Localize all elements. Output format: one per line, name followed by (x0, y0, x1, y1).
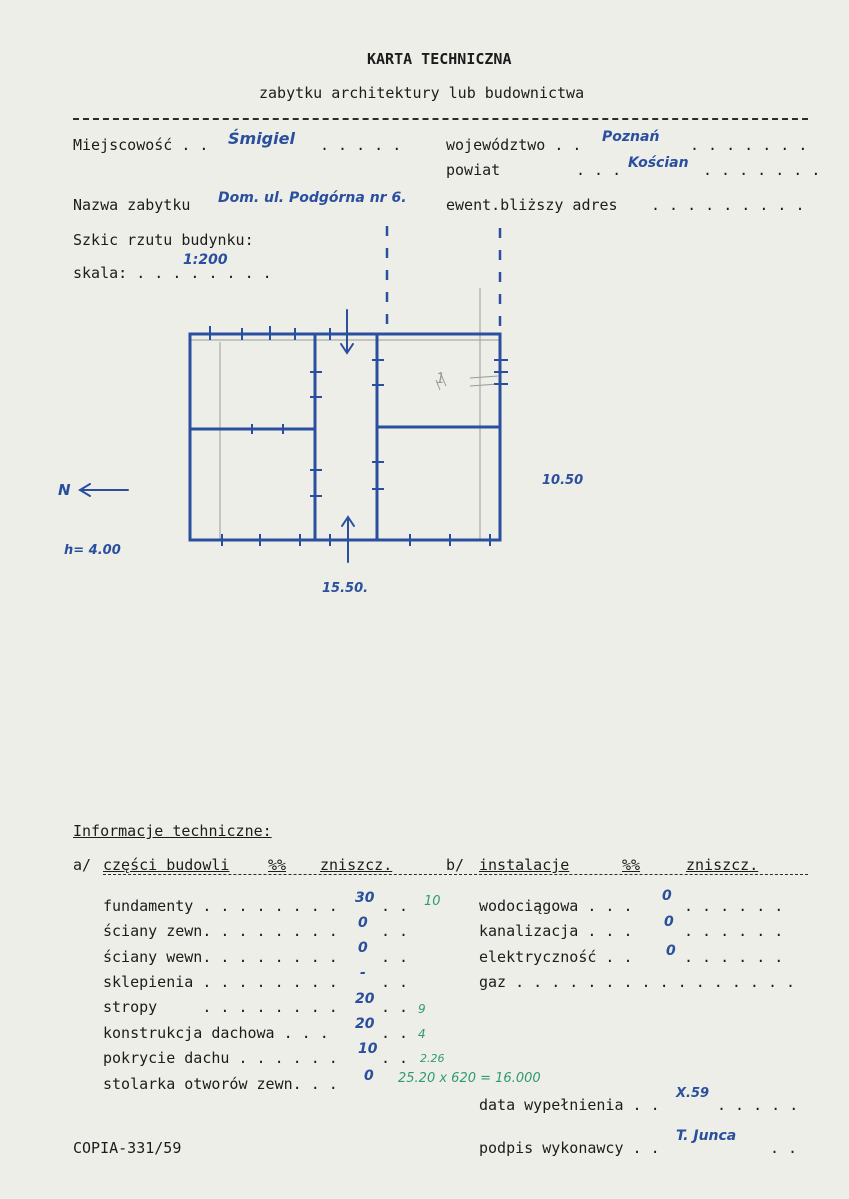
part-b-row-trail: . . . . . . (684, 897, 784, 915)
width-dimension: 10.50 (542, 473, 584, 488)
part-a-row-value: 20 (355, 1016, 375, 1032)
part-b-row-label: kanalizacja . . . (479, 922, 633, 940)
part-b-row-label: wodociągowa . . . (479, 897, 633, 915)
wall-ticks (210, 326, 508, 546)
info-heading: Informacje techniczne: (73, 822, 272, 840)
nazwa-value: Dom. ul. Podgórna nr 6. (218, 190, 407, 206)
building-walls (190, 334, 500, 540)
part-b-row-label: elektryczność . . (479, 948, 633, 966)
part-a-row-note: 10 (424, 894, 441, 909)
part-a-row-value: - (360, 965, 366, 981)
part-b-row-label: gaz . . . . . . . . . . . . . . . . (479, 973, 796, 991)
wojewodztwo-label: województwo . . (446, 136, 582, 154)
date-label: data wypełnienia . . (479, 1096, 660, 1114)
part-a-row-trail: . . (381, 973, 409, 991)
part-a-row-label: stolarka otworów zewn. . . (103, 1075, 338, 1093)
part-b-row-value: 0 (662, 888, 672, 904)
part-a-prefix: a/ (73, 856, 92, 874)
part-a-row-note: 4 (418, 1027, 426, 1041)
part-b-col-pct: %% (622, 856, 641, 874)
part-a-row-trail: . . (381, 922, 409, 940)
miejscowosc-label: Miejscowość . . (73, 136, 209, 154)
part-a-row-label: konstrukcja dachowa . . . (103, 1024, 329, 1042)
part-b-row-value: 0 (666, 943, 676, 959)
wojewodztwo-value: Poznań (602, 129, 660, 145)
pencil-guides (190, 288, 500, 540)
powiat-trailing-dots: . . . . . . . (703, 161, 821, 179)
copy-code: COPIA-331/59 (73, 1139, 182, 1157)
miejscowosc-dots: . . . . . (320, 136, 402, 154)
signature-label: podpis wykonawcy . . (479, 1139, 660, 1157)
part-a-row-value: 30 (355, 890, 375, 906)
part-a-row-label: pokrycie dachu . . . . . . (103, 1049, 338, 1067)
part-a-row-note: 25.20 x 620 = 16.000 (398, 1071, 541, 1086)
part-b-row-value: 0 (664, 914, 674, 930)
date-value: X.59 (676, 1086, 710, 1101)
part-a-row-value: 20 (355, 991, 375, 1007)
part-a-row-value: 10 (358, 1041, 378, 1057)
signature-value: T. Junca (676, 1128, 737, 1144)
part-a-row-note: 2.26 (420, 1052, 445, 1065)
part-a-row-note: 9 (418, 1002, 426, 1016)
adres-label: ewent.bliższy adres (446, 196, 618, 214)
part-a-row-trail: . . (381, 897, 409, 915)
part-b-col-damage: zniszcz. (686, 856, 759, 874)
part-a-row-label: sklepienia . . . . . . . . (103, 973, 338, 991)
skala-label: skala: . . . . . . . . (73, 264, 272, 282)
part-a-row-value: 0 (364, 1068, 374, 1084)
part-b-row-trail: . . . . . . (684, 922, 784, 940)
wojewodztwo-dots: . . . . . . . (690, 136, 808, 154)
part-a-row-label: fundamenty . . . . . . . . (103, 897, 338, 915)
part-a-row-trail: . . (381, 998, 409, 1016)
part-a-row-value: 0 (358, 915, 368, 931)
skala-value: 1:200 (183, 252, 228, 268)
part-b-col-name: instalacje (479, 856, 570, 874)
north-arrow (80, 484, 128, 496)
height-note: h= 4.00 (64, 543, 121, 558)
signature-dots: . . (770, 1139, 798, 1157)
part-b-row-trail: . . . . . . (684, 948, 784, 966)
part-a-row-trail: . . (381, 948, 409, 966)
powiat-value: Kościan (628, 155, 689, 171)
part-a-col-damage: zniszcz. (320, 856, 393, 874)
north-label: N (58, 481, 71, 499)
card-subtitle: zabytku architektury lub budownictwa (259, 84, 585, 102)
dashed-reference-lines (387, 226, 500, 335)
part-a-row-trail: . . (381, 1049, 409, 1067)
room-mark: 1 (436, 371, 445, 387)
part-a-col-name: części budowli (103, 856, 230, 874)
part-a-row-label: stropy . . . . . . . . (103, 998, 338, 1016)
miejscowosc-value: Śmigiel (228, 129, 295, 148)
length-dimension: 15.50. (322, 581, 369, 596)
entrance-arrows (341, 310, 354, 562)
card-title: KARTA TECHNICZNA (367, 50, 512, 68)
part-a-row-value: 0 (358, 940, 368, 956)
part-a-row-trail: . . (381, 1024, 409, 1042)
part-a-row-label: ściany wewn. . . . . . . . (103, 948, 338, 966)
part-a-col-pct: %% (268, 856, 287, 874)
powiat-label: powiat (446, 161, 501, 179)
date-dots: . . . . . (717, 1096, 799, 1114)
nazwa-label: Nazwa zabytku (73, 196, 191, 214)
part-b-prefix: b/ (446, 856, 465, 874)
columns-divider (103, 874, 808, 875)
adres-dots: . . . . . . . . . (651, 196, 805, 214)
part-a-row-label: ściany zewn. . . . . . . . (103, 922, 338, 940)
powiat-dots: . . . (576, 161, 622, 179)
szkic-label: Szkic rzutu budynku: (73, 231, 254, 249)
